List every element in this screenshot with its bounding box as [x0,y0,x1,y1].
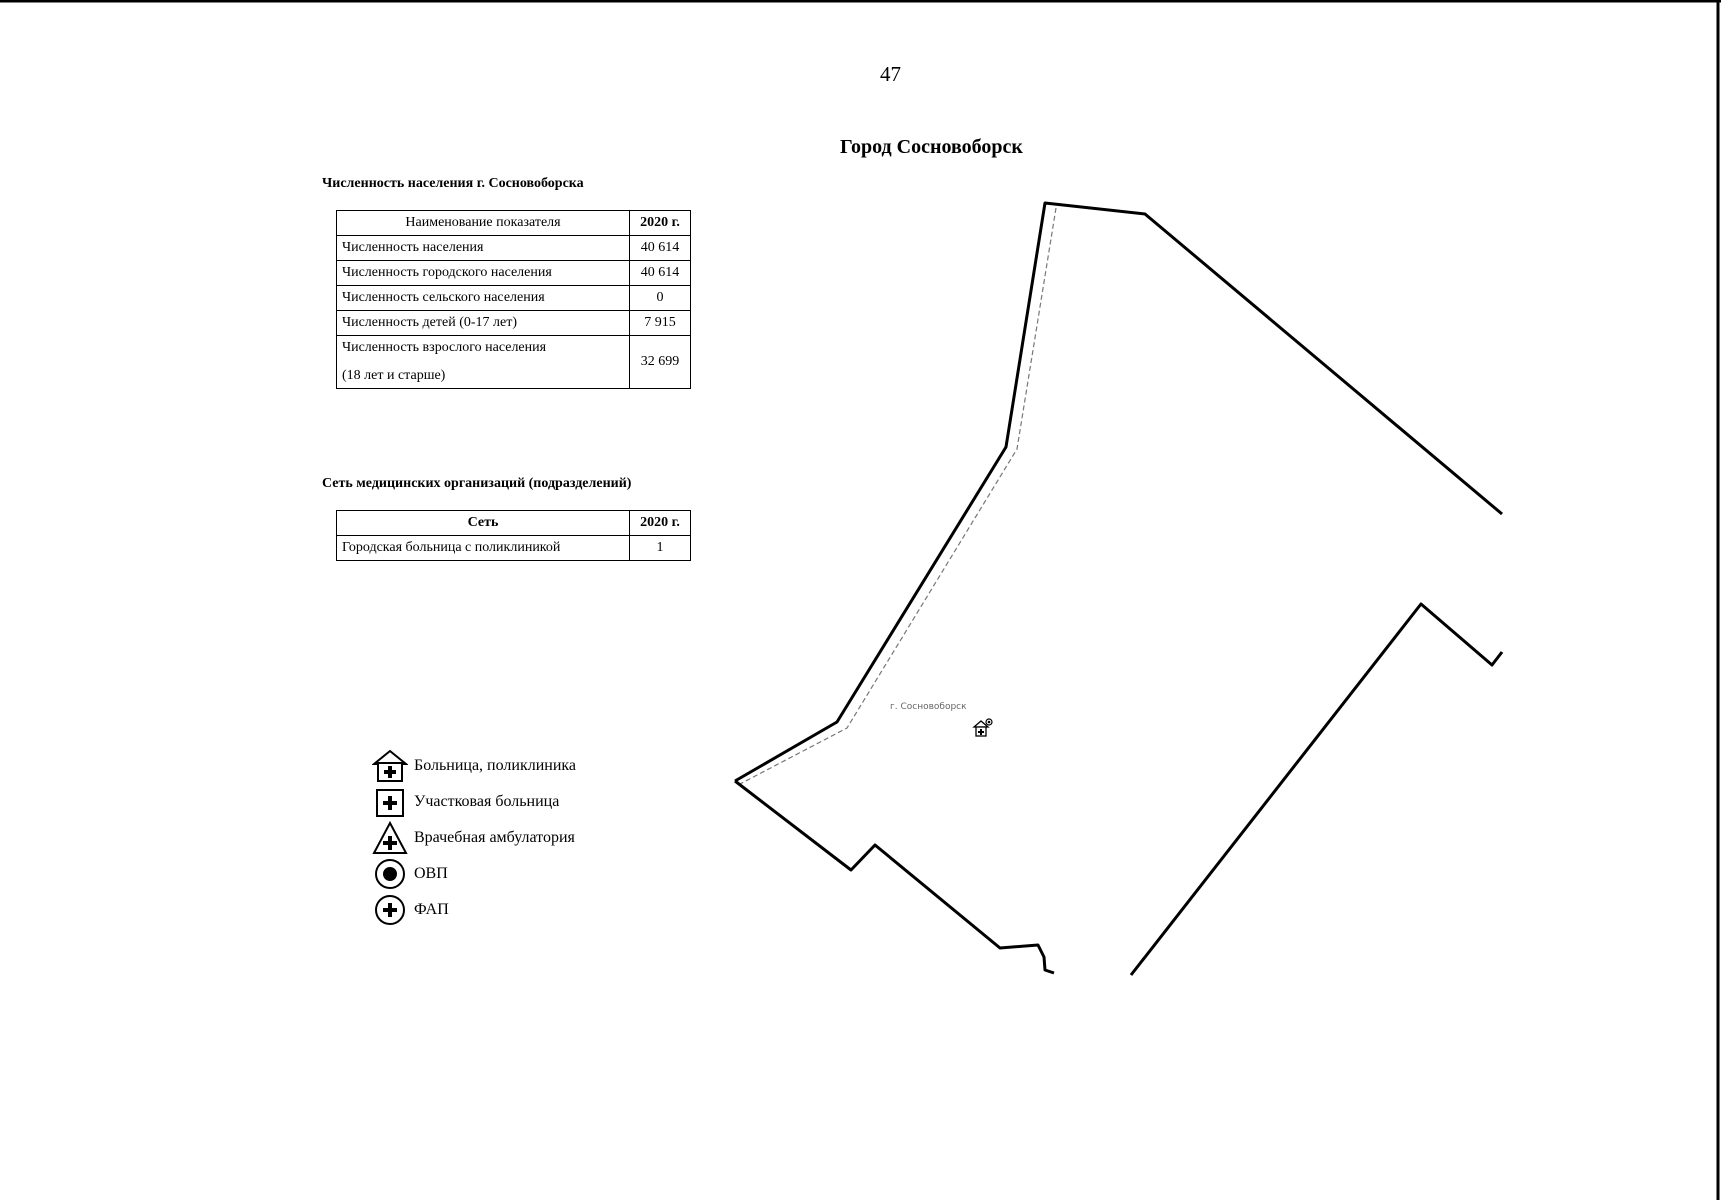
row-label: Численность сельского населения [337,286,630,311]
row-value: 40 614 [630,261,691,286]
city-hospital-marker-icon [972,718,994,738]
legend-label: Врачебная амбулатория [414,829,575,846]
row-value: 0 [630,286,691,311]
row-label-line: Численность взрослого населения [342,340,547,355]
map-title: Город Сосновоборск [840,136,1023,158]
table-header-year: 2020 г. [630,211,691,236]
legend-label: Участковая больница [414,793,560,810]
row-label-line: (18 лет и старше) [342,368,446,383]
population-section-title: Численность населения г. Сосновоборска [322,176,584,191]
table-header-name: Сеть [337,511,630,536]
row-value: 32 699 [630,336,691,389]
row-label: Городская больница с поликлиникой [337,536,630,561]
row-label: Численность городского населения [337,261,630,286]
boundary-north [735,203,1502,781]
boundary-south [735,781,1054,973]
network-section-title: Сеть медицинских организаций (подразделений) [322,476,632,491]
row-label: Численность населения [337,236,630,261]
legend-label: ОВП [414,865,448,882]
legend-label: ФАП [414,901,449,918]
row-label: Численность детей (0-17 лет) [337,311,630,336]
table-header-name: Наименование показателя [337,211,630,236]
boundary-inner-dashed [740,208,1056,784]
row-value: 40 614 [630,236,691,261]
row-value: 7 915 [630,311,691,336]
boundary-east [1131,604,1502,975]
row-value: 1 [630,536,691,561]
legend-label: Больница, поликлиника [414,757,577,774]
city-label: г. Сосновоборск [890,702,967,712]
page-number: 47 [880,62,901,86]
table-header-year: 2020 г. [630,511,691,536]
